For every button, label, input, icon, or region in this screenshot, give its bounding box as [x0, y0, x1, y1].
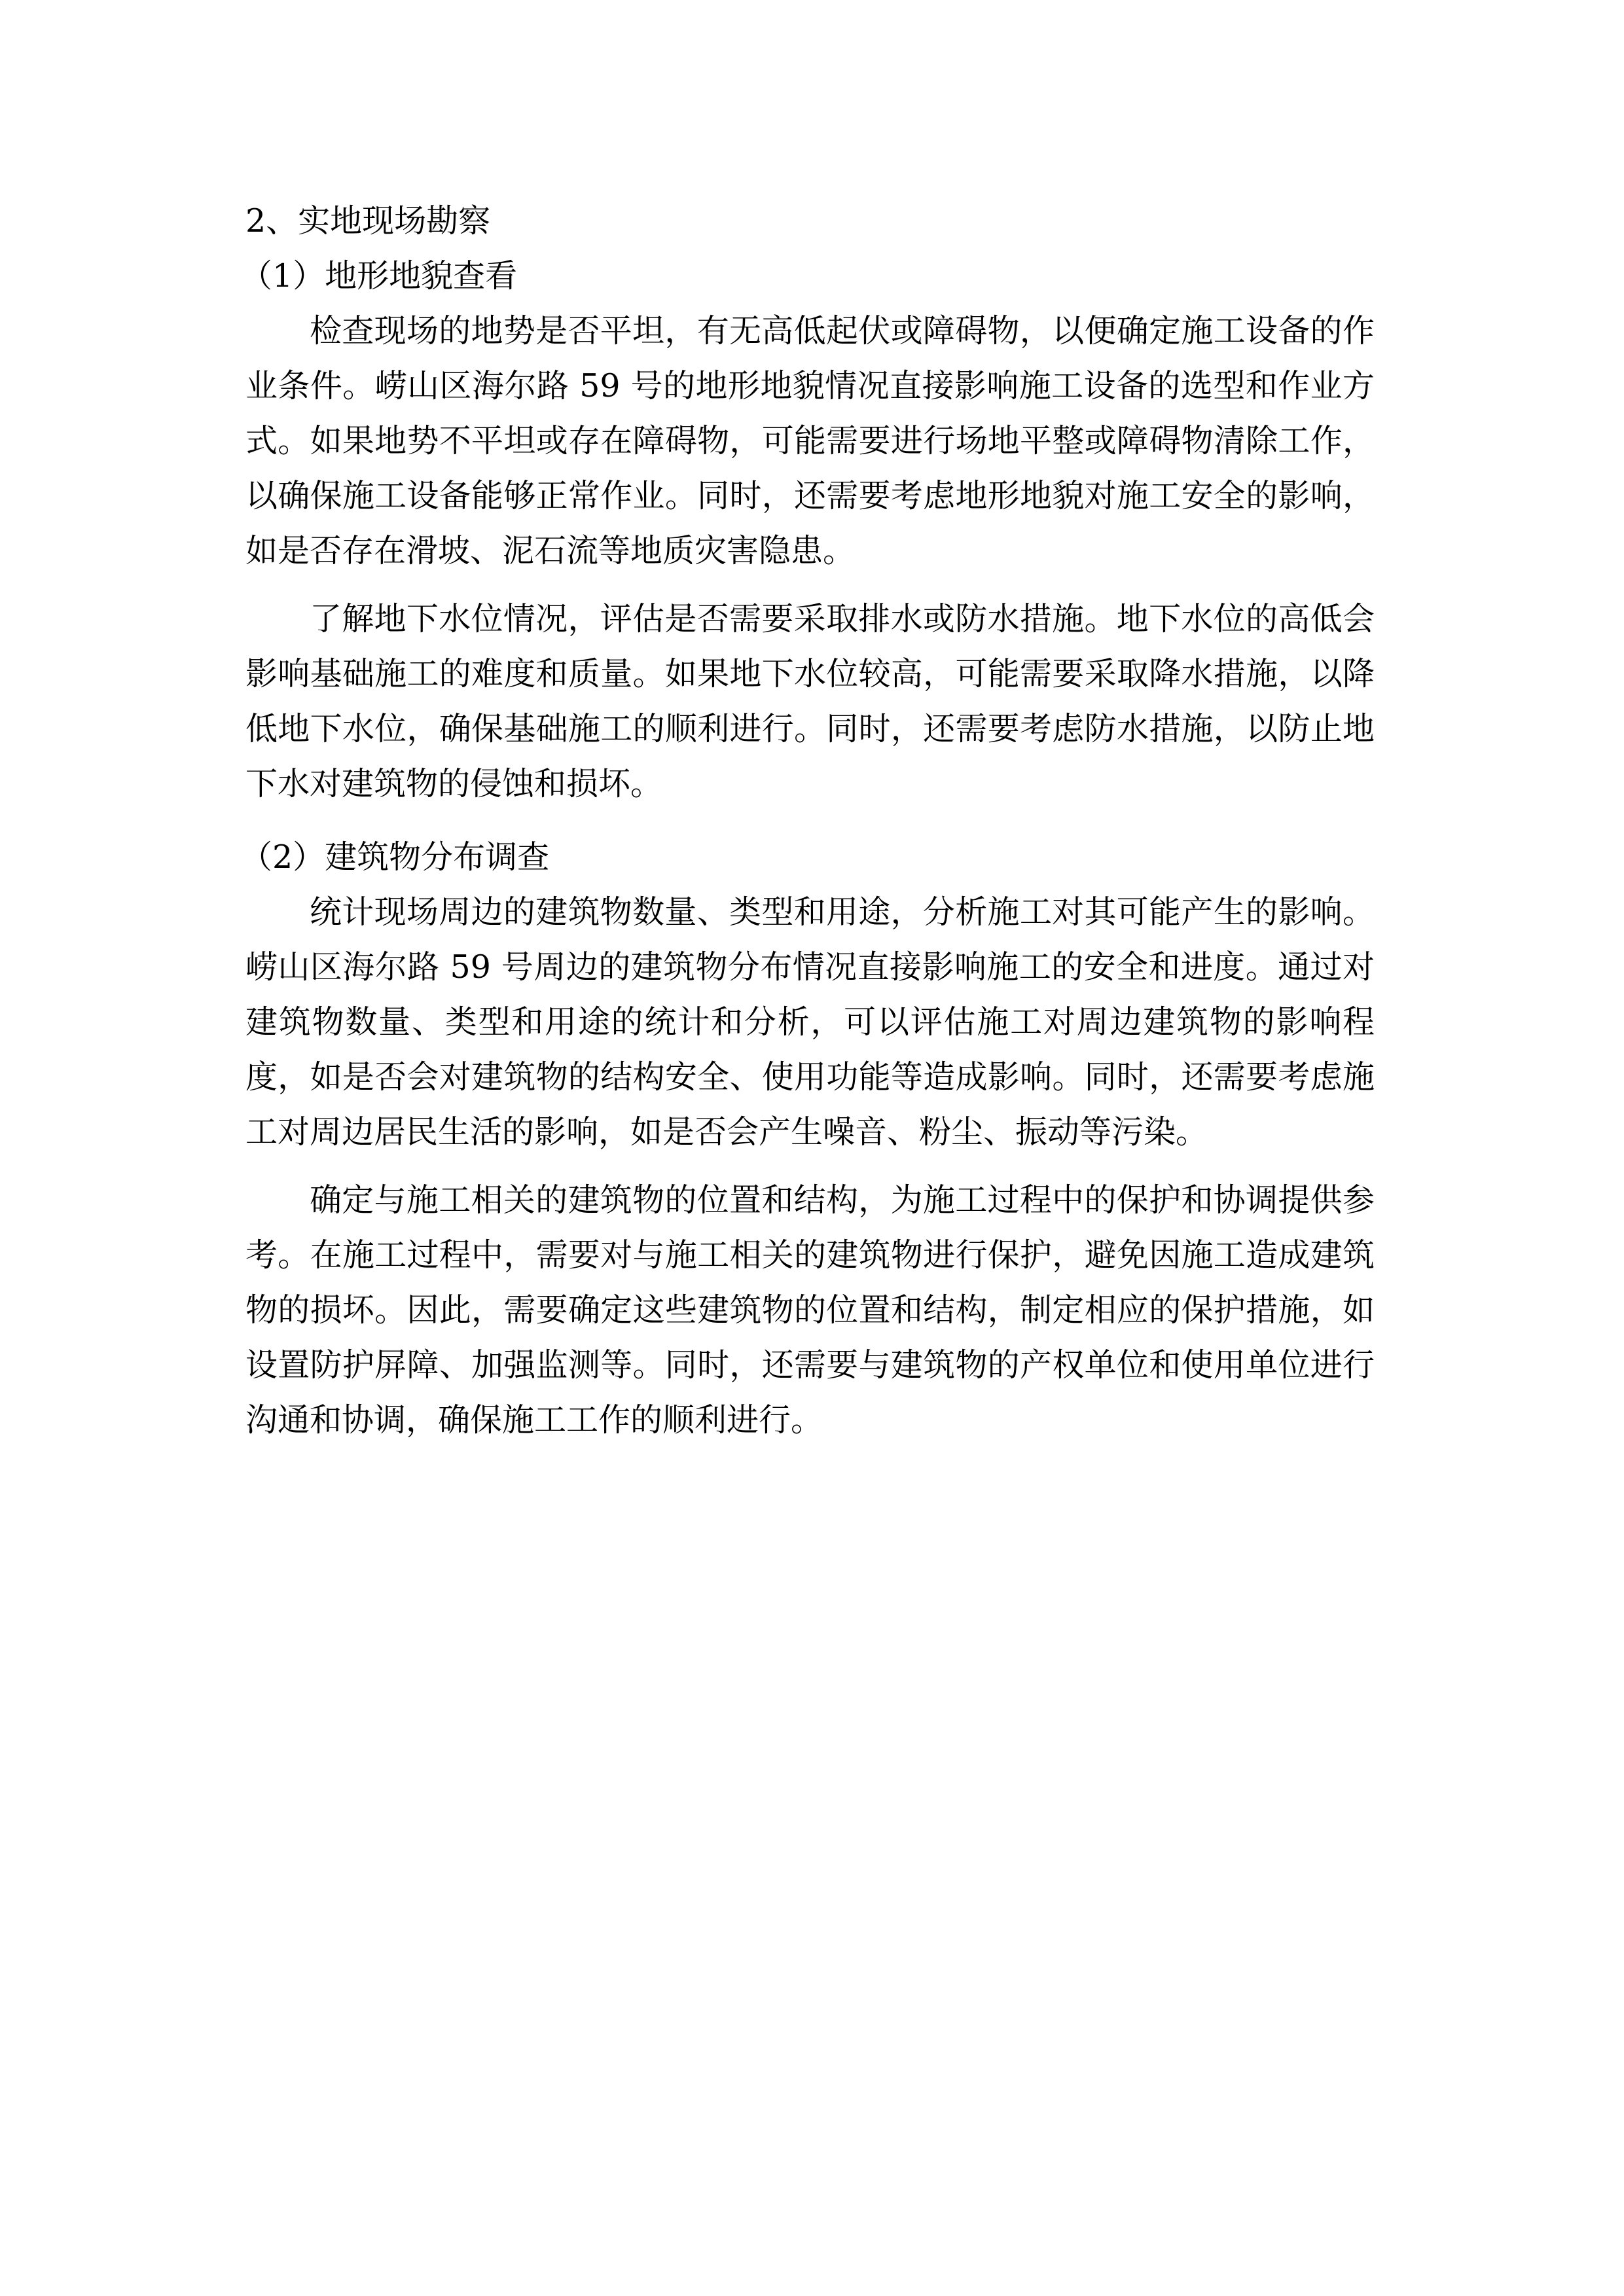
subsection-title-terrain: （1）地形地貌查看: [240, 257, 518, 295]
subsection-title-buildings: （2）建筑物分布调查: [240, 838, 550, 876]
section-title: 2、实地现场勘察: [245, 202, 491, 240]
paragraph: 确定与施工相关的建筑物的位置和结构，为施工过程中的保护和协调提供参考。在施工过程中，需要对与施工相关的建筑物进行保护，避免因施工造成建筑物的损坏。因此，需要确定这些建筑物的位置和结构，制定相应的保护措施，如设置防护屏障、加强监测等。同时，还需要与建筑物的产权单位和使用单位进行沟通和协调，确保施工工作的顺利进行。: [245, 1181, 1375, 1439]
spacer: [245, 825, 1375, 830]
paragraph: 统计现场周边的建筑物数量、类型和用途，分析施工对其可能产生的影响。崂山区海尔路 59 号周边的建筑物分布情况直接影响施工的安全和进度。通过对建筑物数量、类型和用途的统计和分析，可以评估施工对周边建筑物的影响程度，如是否会对建筑物的结构安全、使用功能等造成影响。同时，还需要考虑施工对周边居民生活的影响，如是否会产生噪音、粉尘、振动等污染。: [245, 893, 1375, 1151]
paragraph: 检查现场的地势是否平坦，有无高低起伏或障碍物，以便确定施工设备的作业条件。崂山区海尔路 59 号的地形地貌情况直接影响施工设备的选型和作业方式。如果地势不平坦或存在障碍物，可能需要进行场地平整或障碍物清除工作，以确保施工设备能够正常作业。同时，还需要考虑地形地貌对施工安全的影响，如是否存在滑坡、泥石流等地质灾害隐患。: [245, 312, 1375, 569]
document-body: [240, 194, 1375, 1461]
paragraph: 了解地下水位情况，评估是否需要采取排水或防水措施。地下水位的高低会影响基础施工的难度和质量。如果地下水位较高，可能需要采取降水措施，以降低地下水位，确保基础施工的顺利进行。同时，还需要考虑防水措施，以防止地下水对建筑物的侵蚀和损坏。: [245, 600, 1375, 802]
